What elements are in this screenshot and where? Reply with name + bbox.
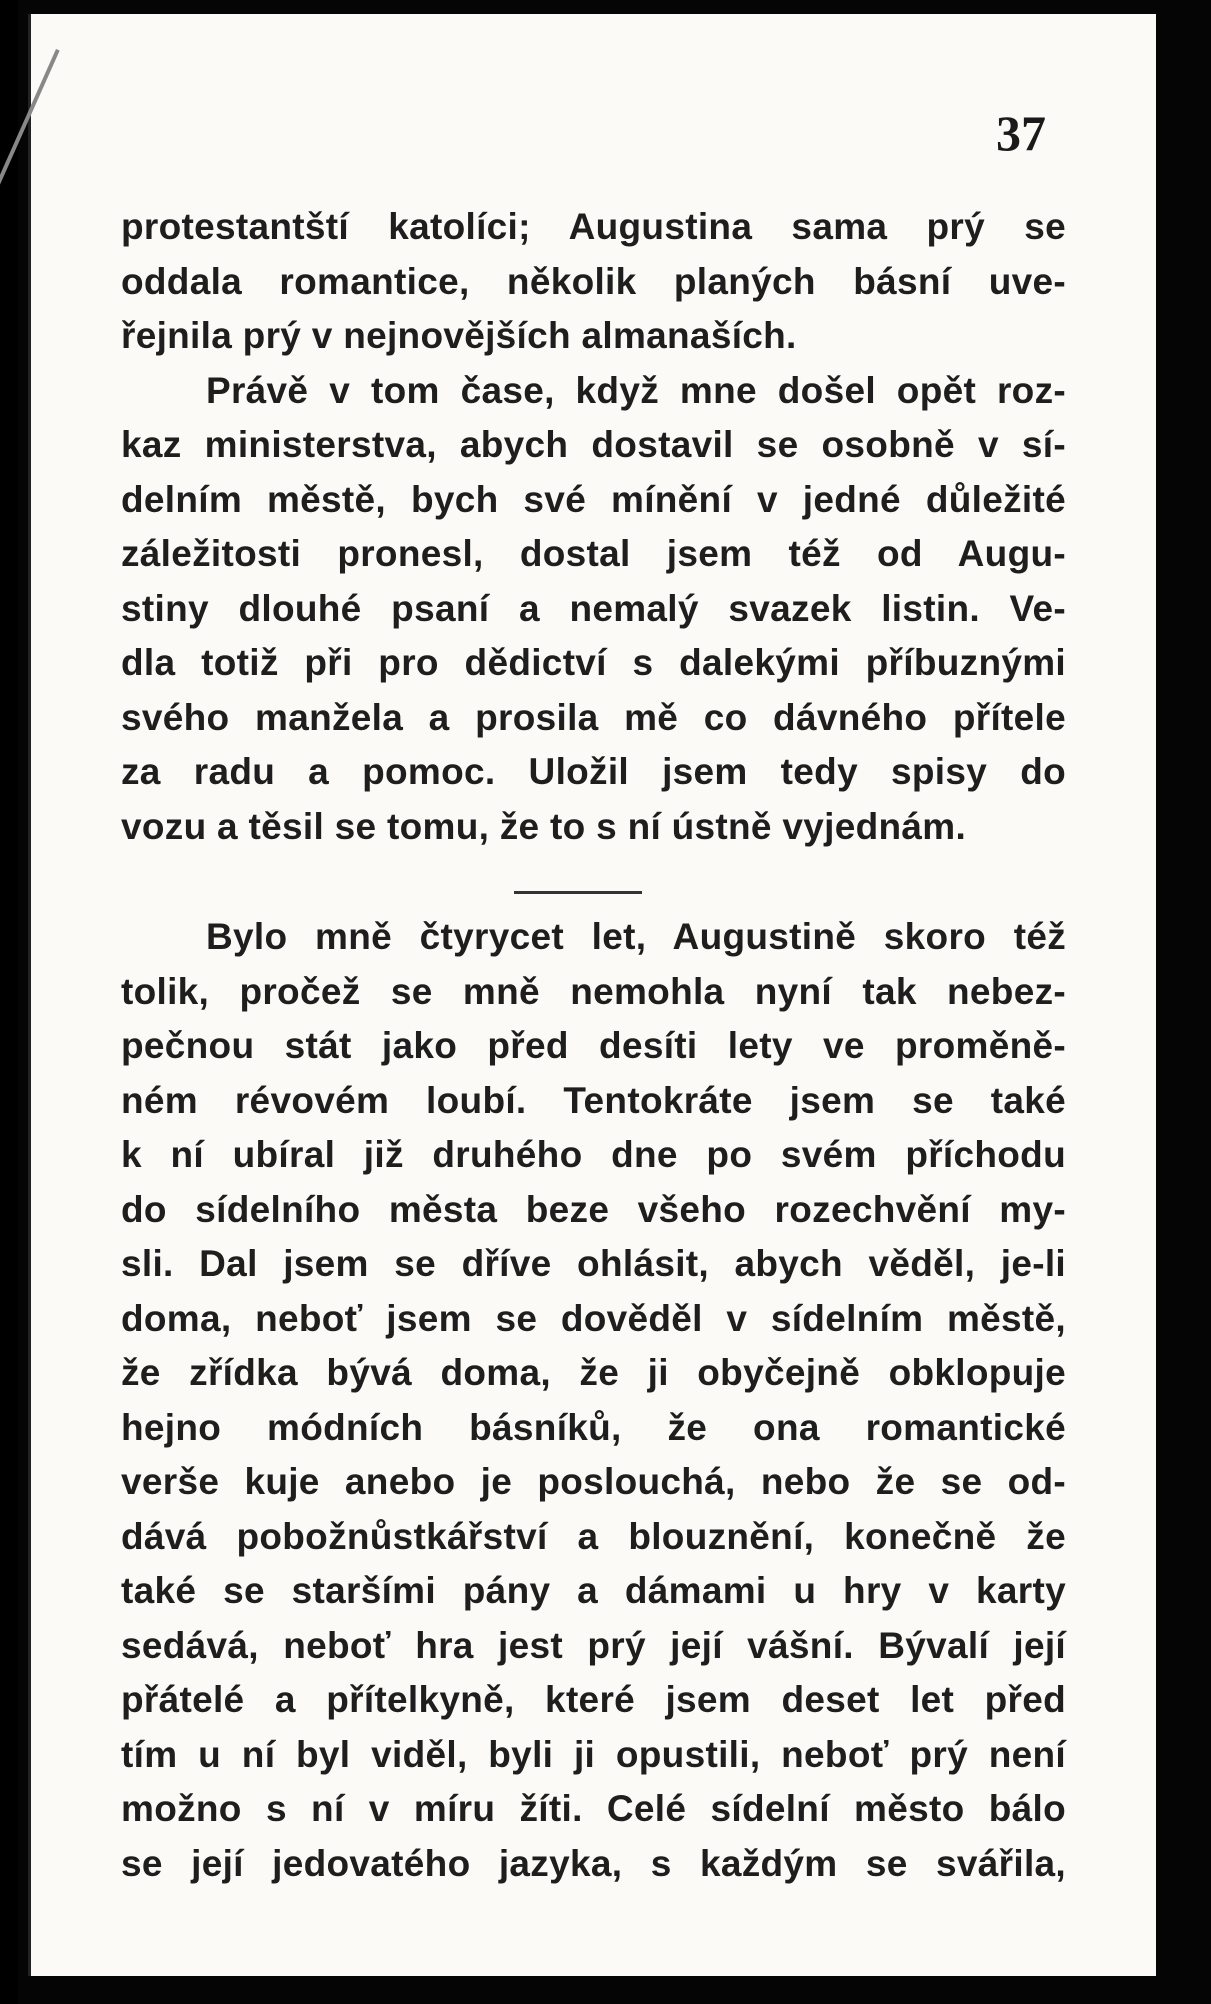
scan-edge xyxy=(0,0,18,2004)
paragraph-3 xyxy=(121,910,1066,1891)
text-line: dla totiž při pro dědictví s dalekými příbuznými xyxy=(121,642,1066,683)
text-line: tolik, pročež se mně nemohla nyní tak nebez- xyxy=(121,970,1066,1012)
text-block-bottom xyxy=(121,910,1066,1891)
text-line: svého manžela a prosila mě co dávného přítele xyxy=(121,696,1066,738)
text-line: hejno módních básníků, že ona romantické xyxy=(121,1406,1066,1448)
text-line: dává pobožnůstkářství a blouznění, konečně že xyxy=(121,1515,1066,1557)
text-line: oddala romantice, několik planých básní uve- xyxy=(121,260,1066,302)
book-page xyxy=(28,14,1156,1976)
text-line: také se staršími pány a dámami u hry v karty xyxy=(121,1570,1066,1611)
text-line: vozu a těsil se tomu, že to s ní ústně vyjednám. xyxy=(121,805,967,847)
text-line: sedává, neboť hra jest prý její vášní. Bývalí její xyxy=(121,1624,1066,1666)
text-line: tím u ní byl viděl, byli ji opustili, neboť prý není xyxy=(121,1733,1066,1775)
paragraph-1 xyxy=(121,200,1066,364)
text-line: záležitosti pronesl, dostal jsem též od Augu- xyxy=(121,533,1066,574)
text-line: možno s ní v míru žíti. Celé sídelní město bálo xyxy=(121,1788,1066,1829)
text-line: pečnou stát jako před desíti lety ve proměně- xyxy=(121,1025,1066,1066)
text-block-top xyxy=(121,200,1066,854)
text-line: verše kuje anebo je poslouchá, nebo že se od- xyxy=(121,1461,1066,1502)
text-line: řejnila prý v nejnovějších almanaších. xyxy=(121,315,797,356)
text-line: Právě v tom čase, když mne došel opět roz- xyxy=(206,369,1066,411)
text-line: ném révovém loubí. Tentokráte jsem se také xyxy=(121,1079,1066,1121)
text-line: sli. Dal jsem se dříve ohlásit, abych věděl, je-li xyxy=(121,1243,1066,1284)
text-line: doma, neboť jsem se dověděl v sídelním městě, xyxy=(121,1297,1066,1339)
text-line: že zřídka bývá doma, že ji obyčejně obklopuje xyxy=(121,1352,1066,1393)
text-line: protestantští katolíci; Augustina sama prý se xyxy=(121,206,1066,247)
section-divider xyxy=(514,891,642,894)
text-line: Bylo mně čtyrycet let, Augustině skoro též xyxy=(206,916,1066,957)
text-line: za radu a pomoc. Uložil jsem tedy spisy do xyxy=(121,751,1066,792)
text-line: přátelé a přítelkyně, které jsem deset let před xyxy=(121,1679,1066,1720)
paragraph-2 xyxy=(121,364,1066,855)
page-number: 37 xyxy=(996,105,1046,161)
text-line: kaz ministerstva, abych dostavil se osobně v sí- xyxy=(121,424,1066,465)
text-line: k ní ubíral již druhého dne po svém příchodu xyxy=(121,1134,1066,1175)
text-line: se její jedovatého jazyka, s každým se svářila, xyxy=(121,1842,1066,1884)
text-line: stiny dlouhé psaní a nemalý svazek listin. Ve- xyxy=(121,587,1066,629)
text-line: do sídelního města beze všeho rozechvění my- xyxy=(121,1188,1066,1230)
text-line: delním městě, bych své mínění v jedné důležité xyxy=(121,478,1066,520)
